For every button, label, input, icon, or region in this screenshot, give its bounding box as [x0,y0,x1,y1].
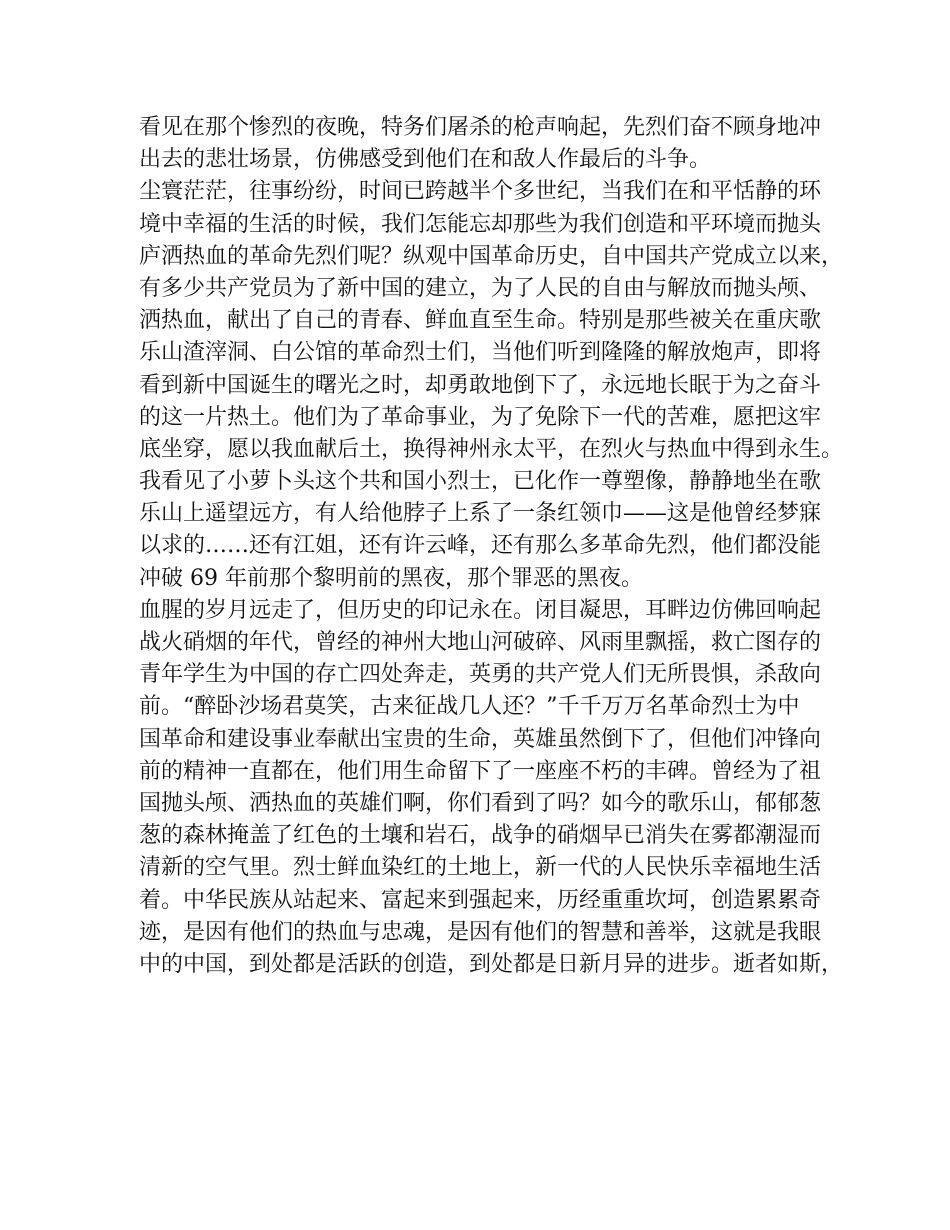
text-line: 的这一片热土。他们为了革命事业，为了免除下一代的苦难，愿把这牢 [139,404,822,430]
text-line: 青年学生为中国的存亡四处奔走，英勇的共产党人们无所畏惧，杀敌向 [139,662,822,688]
text-line: 国抛头颅、洒热血的英雄们啊，你们看到了吗？如今的歌乐山，郁郁葱 [139,790,822,816]
text-line: 洒热血，献出了自己的青春、鲜血直至生命。特别是那些被关在重庆歌 [139,308,822,334]
text-line: 底坐穿，愿以我血献后土，换得神州永太平，在烈火与热血中得到永生。 [139,436,844,462]
text-line: 境中幸福的生活的时候，我们怎能忘却那些为我们创造和平环境而抛头 [139,211,822,237]
text-line: 看到新中国诞生的曙光之时，却勇敢地倒下了，永远地长眠于为之奋斗 [139,372,822,398]
text-line: 中的中国，到处都是活跃的创造，到处都是日新月异的进步。逝者如斯， [139,951,844,977]
text-line: 以求的……还有江姐，还有许云峰，还有那么多革命先烈，他们都没能 [139,533,822,559]
text-line: 战火硝烟的年代，曾经的神州大地山河破碎、风雨里飘摇，救亡图存的 [139,630,822,655]
body-text [139,112,844,981]
text-line: 清新的空气里。烈士鲜血染红的土地上，新一代的人民快乐幸福地生活 [139,855,822,881]
text-line: 庐洒热血的革命先烈们呢？纵观中国革命历史，自中国共产党成立以来， [139,243,844,269]
text-line: 着。中华民族从站起来、富起来到强起来，历经重重坎坷，创造累累奇 [139,887,822,913]
text-line: 国革命和建设事业奉献出宝贵的生命，英雄虽然倒下了，但他们冲锋向 [139,726,822,752]
text-line: 出去的悲壮场景，仿佛感受到他们在和敌人作最后的斗争。 [139,147,712,173]
text-line: 看见在那个惨烈的夜晚，特务们屠杀的枪声响起，先烈们奋不顾身地冲 [139,115,822,140]
text-line: 迹，是因有他们的热血与忠魂，是因有他们的智慧和善举，这就是我眼 [139,919,822,945]
text-line: 葱的森林掩盖了红色的土壤和岩石，战争的硝烟早已消失在雾都潮湿而 [139,823,822,849]
text-line: 血腥的岁月远走了，但历史的印记永在。闭目凝思，耳畔边仿佛回响起 [139,597,822,623]
text-line: 乐山上遥望远方，有人给他脖子上系了一条红领巾——这是他曾经梦寐 [139,501,822,527]
text-line: 乐山渣滓洞、白公馆的革命烈士们，当他们听到隆隆的解放炮声，即将 [139,340,822,366]
text-line: 尘寰茫茫，往事纷纷，时间已跨越半个多世纪，当我们在和平恬静的环 [139,179,822,205]
text-line: 我看见了小萝卜头这个共和国小烈士，已化作一尊塑像，静静地坐在歌 [139,469,822,495]
text-line: 前的精神一直都在，他们用生命留下了一座座不朽的丰碑。曾经为了祖 [139,758,822,784]
text-line: 有多少共产党员为了新中国的建立，为了人民的自由与解放而抛头颅、 [139,275,822,301]
text-line: 前。“醉卧沙场君莫笑，古来征战几人还？”千千万万名革命烈士为中 [139,694,800,720]
text-line: 冲破 69 年前那个黎明前的黑夜，那个罪恶的黑夜。 [139,565,643,591]
